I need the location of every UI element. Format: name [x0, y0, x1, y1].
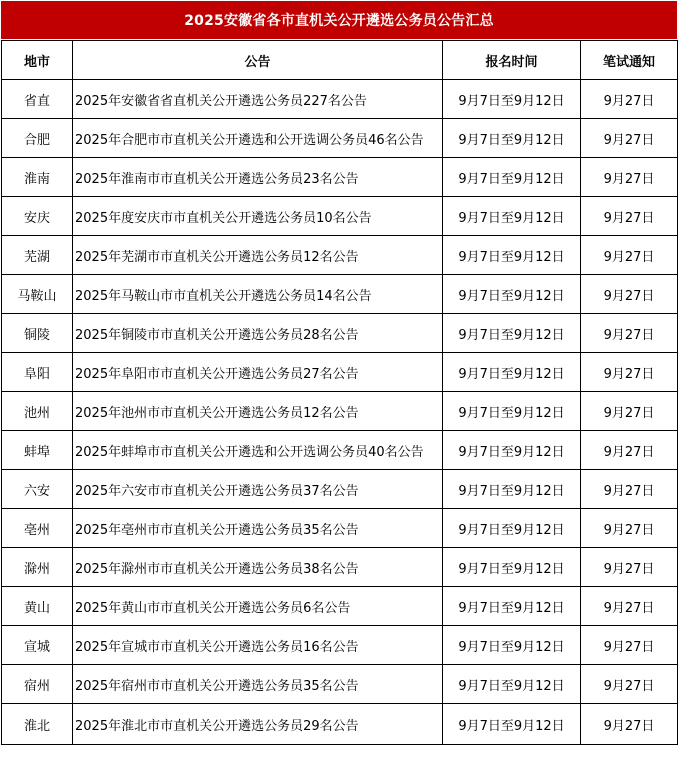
exam-cell: 9月27日 — [581, 548, 678, 587]
city-cell: 省直 — [2, 80, 73, 119]
city-cell: 亳州 — [2, 509, 73, 548]
notice-cell: 2025年黄山市市直机关公开遴选公务员6名公告 — [73, 587, 443, 626]
notice-cell: 2025年芜湖市市直机关公开遴选公务员12名公告 — [73, 236, 443, 275]
registration-cell: 9月7日至9月12日 — [443, 509, 581, 548]
city-cell: 宿州 — [2, 665, 73, 704]
registration-cell: 9月7日至9月12日 — [443, 392, 581, 431]
exam-cell: 9月27日 — [581, 80, 678, 119]
table-row — [2, 197, 678, 236]
notice-cell: 2025年宿州市市直机关公开遴选公务员35名公告 — [73, 665, 443, 704]
city-cell: 宣城 — [2, 626, 73, 665]
exam-cell: 9月27日 — [581, 431, 678, 470]
notice-cell: 2025年亳州市市直机关公开遴选公务员35名公告 — [73, 509, 443, 548]
registration-cell: 9月7日至9月12日 — [443, 353, 581, 392]
table-row — [2, 704, 678, 745]
notice-cell: 2025年蚌埠市市直机关公开遴选和公开选调公务员40名公告 — [73, 431, 443, 470]
notice-cell: 2025年淮南市市直机关公开遴选公务员23名公告 — [73, 158, 443, 197]
table-row — [2, 80, 678, 119]
header-exam: 笔试通知 — [581, 41, 678, 80]
exam-cell: 9月27日 — [581, 626, 678, 665]
city-cell: 安庆 — [2, 197, 73, 236]
registration-cell: 9月7日至9月12日 — [443, 470, 581, 509]
registration-cell: 9月7日至9月12日 — [443, 587, 581, 626]
page-title: 2025安徽省各市直机关公开遴选公务员公告汇总 — [1, 1, 677, 39]
notice-cell: 2025年宣城市市直机关公开遴选公务员16名公告 — [73, 626, 443, 665]
registration-cell: 9月7日至9月12日 — [443, 236, 581, 275]
notice-cell: 2025年合肥市市直机关公开遴选和公开选调公务员46名公告 — [73, 119, 443, 158]
table-row — [2, 431, 678, 470]
city-cell: 芜湖 — [2, 236, 73, 275]
table-row — [2, 470, 678, 509]
exam-cell: 9月27日 — [581, 470, 678, 509]
exam-cell: 9月27日 — [581, 119, 678, 158]
notice-cell: 2025年度安庆市市直机关公开遴选公务员10名公告 — [73, 197, 443, 236]
header-registration: 报名时间 — [443, 41, 581, 80]
table-row — [2, 353, 678, 392]
city-cell: 马鞍山 — [2, 275, 73, 314]
exam-cell: 9月27日 — [581, 236, 678, 275]
notice-cell: 2025年六安市市直机关公开遴选公务员37名公告 — [73, 470, 443, 509]
exam-cell: 9月27日 — [581, 587, 678, 626]
table-row — [2, 548, 678, 587]
table-row — [2, 392, 678, 431]
registration-cell: 9月7日至9月12日 — [443, 665, 581, 704]
exam-cell: 9月27日 — [581, 275, 678, 314]
registration-cell: 9月7日至9月12日 — [443, 314, 581, 353]
exam-cell: 9月27日 — [581, 158, 678, 197]
exam-cell: 9月27日 — [581, 665, 678, 704]
notice-cell: 2025年安徽省省直机关公开遴选公务员227名公告 — [73, 80, 443, 119]
header-notice: 公告 — [73, 41, 443, 80]
notice-cell: 2025年淮北市市直机关公开遴选公务员29名公告 — [73, 704, 443, 745]
city-cell: 阜阳 — [2, 353, 73, 392]
city-cell: 淮北 — [2, 704, 73, 745]
notice-cell: 2025年阜阳市市直机关公开遴选公务员27名公告 — [73, 353, 443, 392]
registration-cell: 9月7日至9月12日 — [443, 119, 581, 158]
exam-cell: 9月27日 — [581, 704, 678, 745]
table-header-row — [2, 41, 678, 80]
city-cell: 合肥 — [2, 119, 73, 158]
exam-cell: 9月27日 — [581, 353, 678, 392]
table-row — [2, 587, 678, 626]
table-row — [2, 314, 678, 353]
registration-cell: 9月7日至9月12日 — [443, 431, 581, 470]
header-city: 地市 — [2, 41, 73, 80]
city-cell: 六安 — [2, 470, 73, 509]
registration-cell: 9月7日至9月12日 — [443, 158, 581, 197]
exam-cell: 9月27日 — [581, 314, 678, 353]
registration-cell: 9月7日至9月12日 — [443, 548, 581, 587]
registration-cell: 9月7日至9月12日 — [443, 275, 581, 314]
exam-cell: 9月27日 — [581, 509, 678, 548]
table-row — [2, 275, 678, 314]
city-cell: 黄山 — [2, 587, 73, 626]
city-cell: 蚌埠 — [2, 431, 73, 470]
registration-cell: 9月7日至9月12日 — [443, 626, 581, 665]
notice-cell: 2025年滁州市市直机关公开遴选公务员38名公告 — [73, 548, 443, 587]
city-cell: 滁州 — [2, 548, 73, 587]
notice-cell: 2025年池州市市直机关公开遴选公务员12名公告 — [73, 392, 443, 431]
exam-cell: 9月27日 — [581, 197, 678, 236]
table-row — [2, 236, 678, 275]
notice-cell: 2025年马鞍山市市直机关公开遴选公务员14名公告 — [73, 275, 443, 314]
city-cell: 池州 — [2, 392, 73, 431]
table-row — [2, 119, 678, 158]
registration-cell: 9月7日至9月12日 — [443, 80, 581, 119]
announcement-table — [1, 40, 678, 745]
table-row — [2, 509, 678, 548]
table-row — [2, 626, 678, 665]
registration-cell: 9月7日至9月12日 — [443, 704, 581, 745]
city-cell: 淮南 — [2, 158, 73, 197]
exam-cell: 9月27日 — [581, 392, 678, 431]
registration-cell: 9月7日至9月12日 — [443, 197, 581, 236]
notice-cell: 2025年铜陵市市直机关公开遴选公务员28名公告 — [73, 314, 443, 353]
city-cell: 铜陵 — [2, 314, 73, 353]
table-row — [2, 158, 678, 197]
table-row — [2, 665, 678, 704]
